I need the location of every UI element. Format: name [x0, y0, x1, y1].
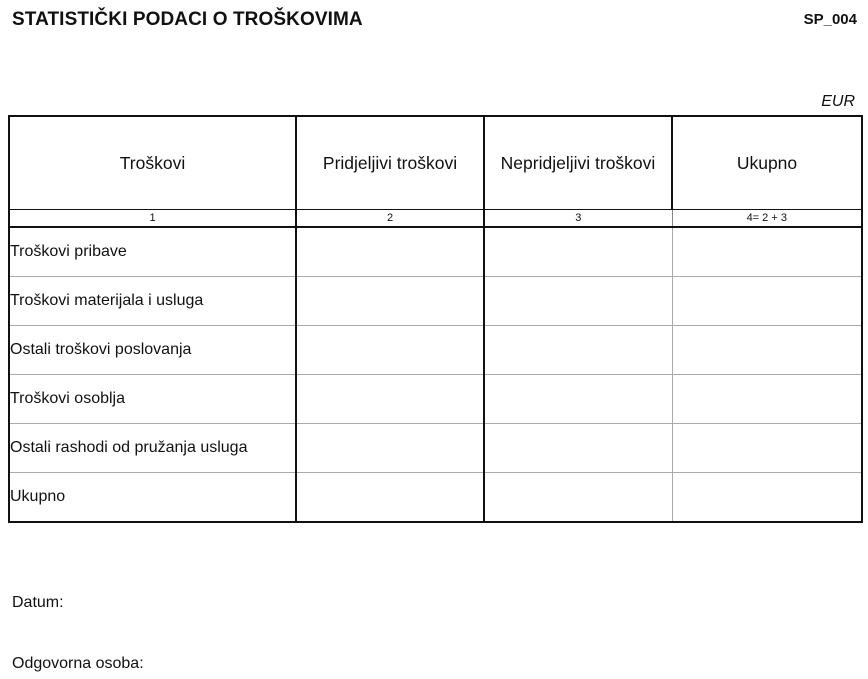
row-label: Ukupno	[10, 488, 66, 505]
table-row	[9, 424, 862, 473]
allocable-cell[interactable]	[296, 375, 484, 424]
table-row	[9, 326, 862, 375]
currency-label: EUR	[821, 93, 855, 110]
non-allocable-cell[interactable]	[484, 326, 672, 375]
column-number-row	[9, 210, 862, 228]
allocable-cell[interactable]	[296, 326, 484, 375]
column-header-total: Ukupno	[672, 116, 862, 210]
column-header-non-allocable: Nepridjeljivi troškovi	[484, 116, 672, 210]
row-label: Troškovi pribave	[9, 227, 296, 277]
total-cell[interactable]	[672, 227, 862, 277]
date-label: Datum:	[12, 594, 64, 611]
row-label: Ostali rashodi od pružanja usluga	[9, 424, 296, 473]
form-code: SP_004	[803, 11, 857, 28]
total-cell[interactable]	[672, 326, 862, 375]
costs-table	[8, 115, 863, 523]
column-header-costs: Troškovi	[9, 116, 296, 210]
non-allocable-cell[interactable]	[484, 277, 672, 326]
row-label: Troškovi osoblja	[9, 375, 296, 424]
table-row	[9, 227, 862, 277]
table-header-row	[9, 116, 862, 210]
allocable-cell[interactable]	[296, 277, 484, 326]
row-label: Ostali troškovi poslovanja	[9, 326, 296, 375]
form-title: STATISTIČKI PODACI O TROŠKOVIMA	[12, 9, 363, 30]
responsible-person-label: Odgovorna osoba:	[12, 655, 144, 672]
non-allocable-cell[interactable]	[484, 375, 672, 424]
total-cell[interactable]	[672, 424, 862, 473]
total-cell[interactable]	[672, 473, 862, 523]
table-row	[9, 277, 862, 326]
non-allocable-cell[interactable]	[484, 424, 672, 473]
column-header-allocable: Pridjeljivi troškovi	[296, 116, 484, 210]
table-row	[9, 375, 862, 424]
total-cell[interactable]	[672, 277, 862, 326]
allocable-cell[interactable]	[296, 424, 484, 473]
total-cell[interactable]	[672, 375, 862, 424]
allocable-cell[interactable]	[296, 473, 484, 523]
non-allocable-cell[interactable]	[484, 227, 672, 277]
column-number: 3	[484, 210, 672, 228]
table-row-total	[9, 473, 862, 523]
non-allocable-cell[interactable]	[484, 473, 672, 523]
column-number: 4= 2 + 3	[672, 210, 862, 228]
column-number: 1	[9, 210, 296, 228]
allocable-cell[interactable]	[296, 227, 484, 277]
row-label: Troškovi materijala i usluga	[9, 277, 296, 326]
column-number: 2	[296, 210, 484, 228]
